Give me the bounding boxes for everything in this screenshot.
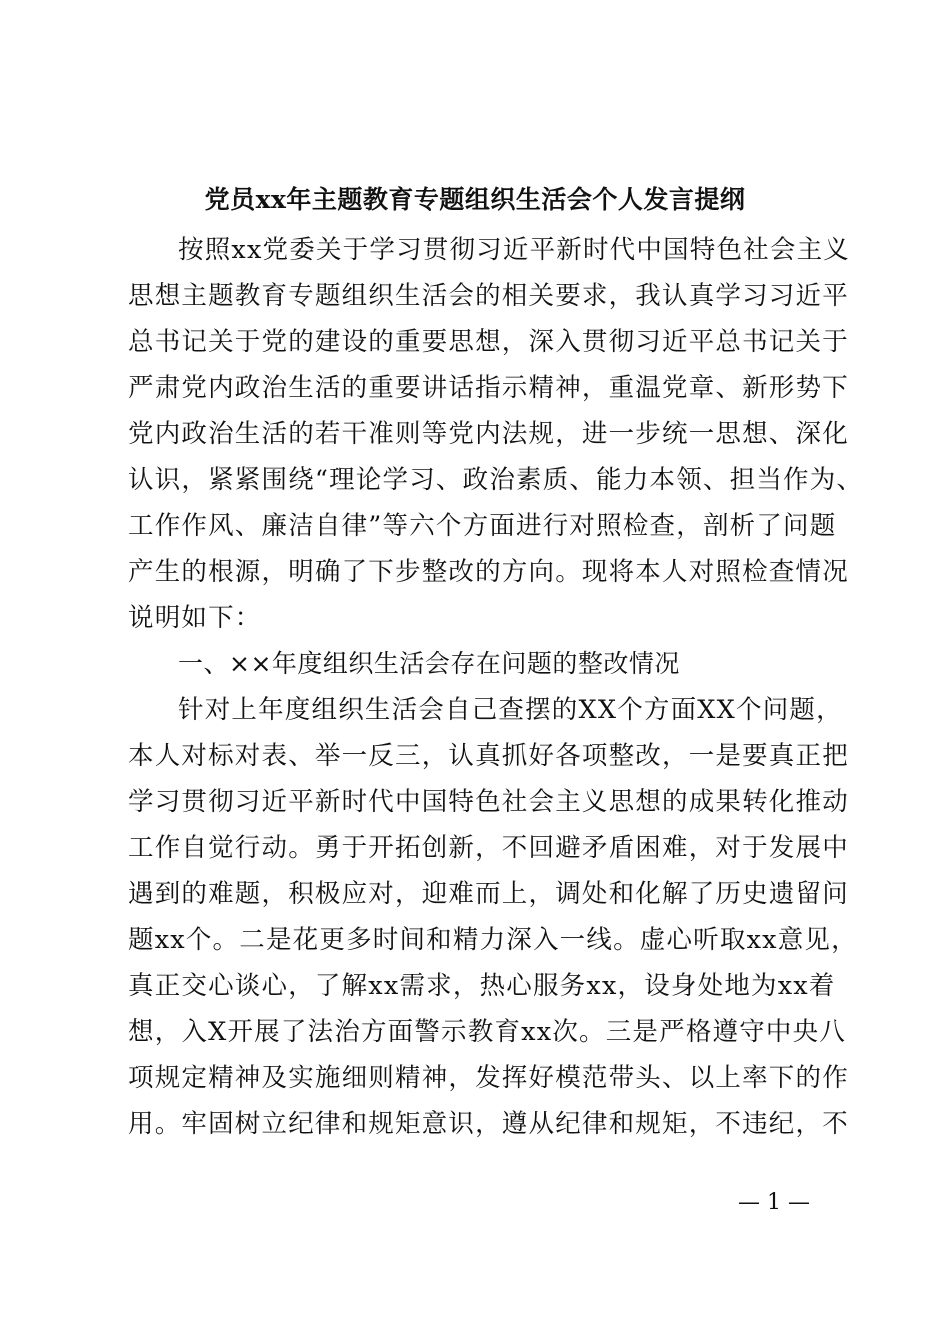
paragraph-line: 按照xx党委关于学习贯彻习近平新时代中国特色社会主义 [178,235,850,265]
paragraph-line: 题xx个。二是花更多时间和精力深入一线。虚心听取xx意见， [128,925,858,955]
paragraph-line: 认识，紧紧围绕“理论学习、政治素质、能力本领、担当作为、 [128,465,864,495]
paragraph-line: 本人对标对表、举一反三，认真抓好各项整改，一是要真正把 [128,741,849,771]
document-title: 党员xx年主题教育专题组织生活会个人发言提纲 [204,185,746,214]
paragraph-line: 用。牢固树立纪律和规矩意识，遵从纪律和规矩，不违纪，不 [128,1109,849,1139]
paragraph-line: 说明如下： [128,603,262,633]
paragraph-line: 学习贯彻习近平新时代中国特色社会主义思想的成果转化推动 [128,787,849,817]
page-number: — 1 — [738,1190,810,1215]
paragraph-line: 项规定精神及实施细则精神，发挥好模范带头、以上率下的作 [128,1063,849,1093]
paragraph-line: 遇到的难题，积极应对，迎难而上，调处和化解了历史遗留问 [128,879,849,909]
paragraph-line: 产生的根源，明确了下步整改的方向。现将本人对照检查情况 [128,557,849,587]
paragraph-line: 工作作风、廉洁自律”等六个方面进行对照检查，剖析了问题 [128,511,837,541]
paragraph-line: 党内政治生活的若干准则等党内法规，进一步统一思想、深化 [128,419,849,449]
paragraph-line: 严肃党内政治生活的重要讲话指示精神，重温党章、新形势下 [128,373,849,403]
paragraph-line: 思想主题教育专题组织生活会的相关要求，我认真学习习近平 [128,281,849,311]
paragraph-line: 工作自觉行动。勇于开拓创新，不回避矛盾困难，对于发展中 [128,833,849,863]
paragraph-line: 总书记关于党的建设的重要思想，深入贯彻习近平总书记关于 [128,327,849,357]
paragraph-line: 针对上年度组织生活会自己查摆的XX个方面XX个问题， [178,695,843,725]
paragraph-line: 真正交心谈心，了解xx需求，热心服务xx，设身处地为xx着 [128,971,836,1001]
section-heading: 一、××年度组织生活会存在问题的整改情况 [178,649,680,678]
paragraph-line: 想，入X开展了法治方面警示教育xx次。三是严格遵守中央八 [128,1017,847,1047]
